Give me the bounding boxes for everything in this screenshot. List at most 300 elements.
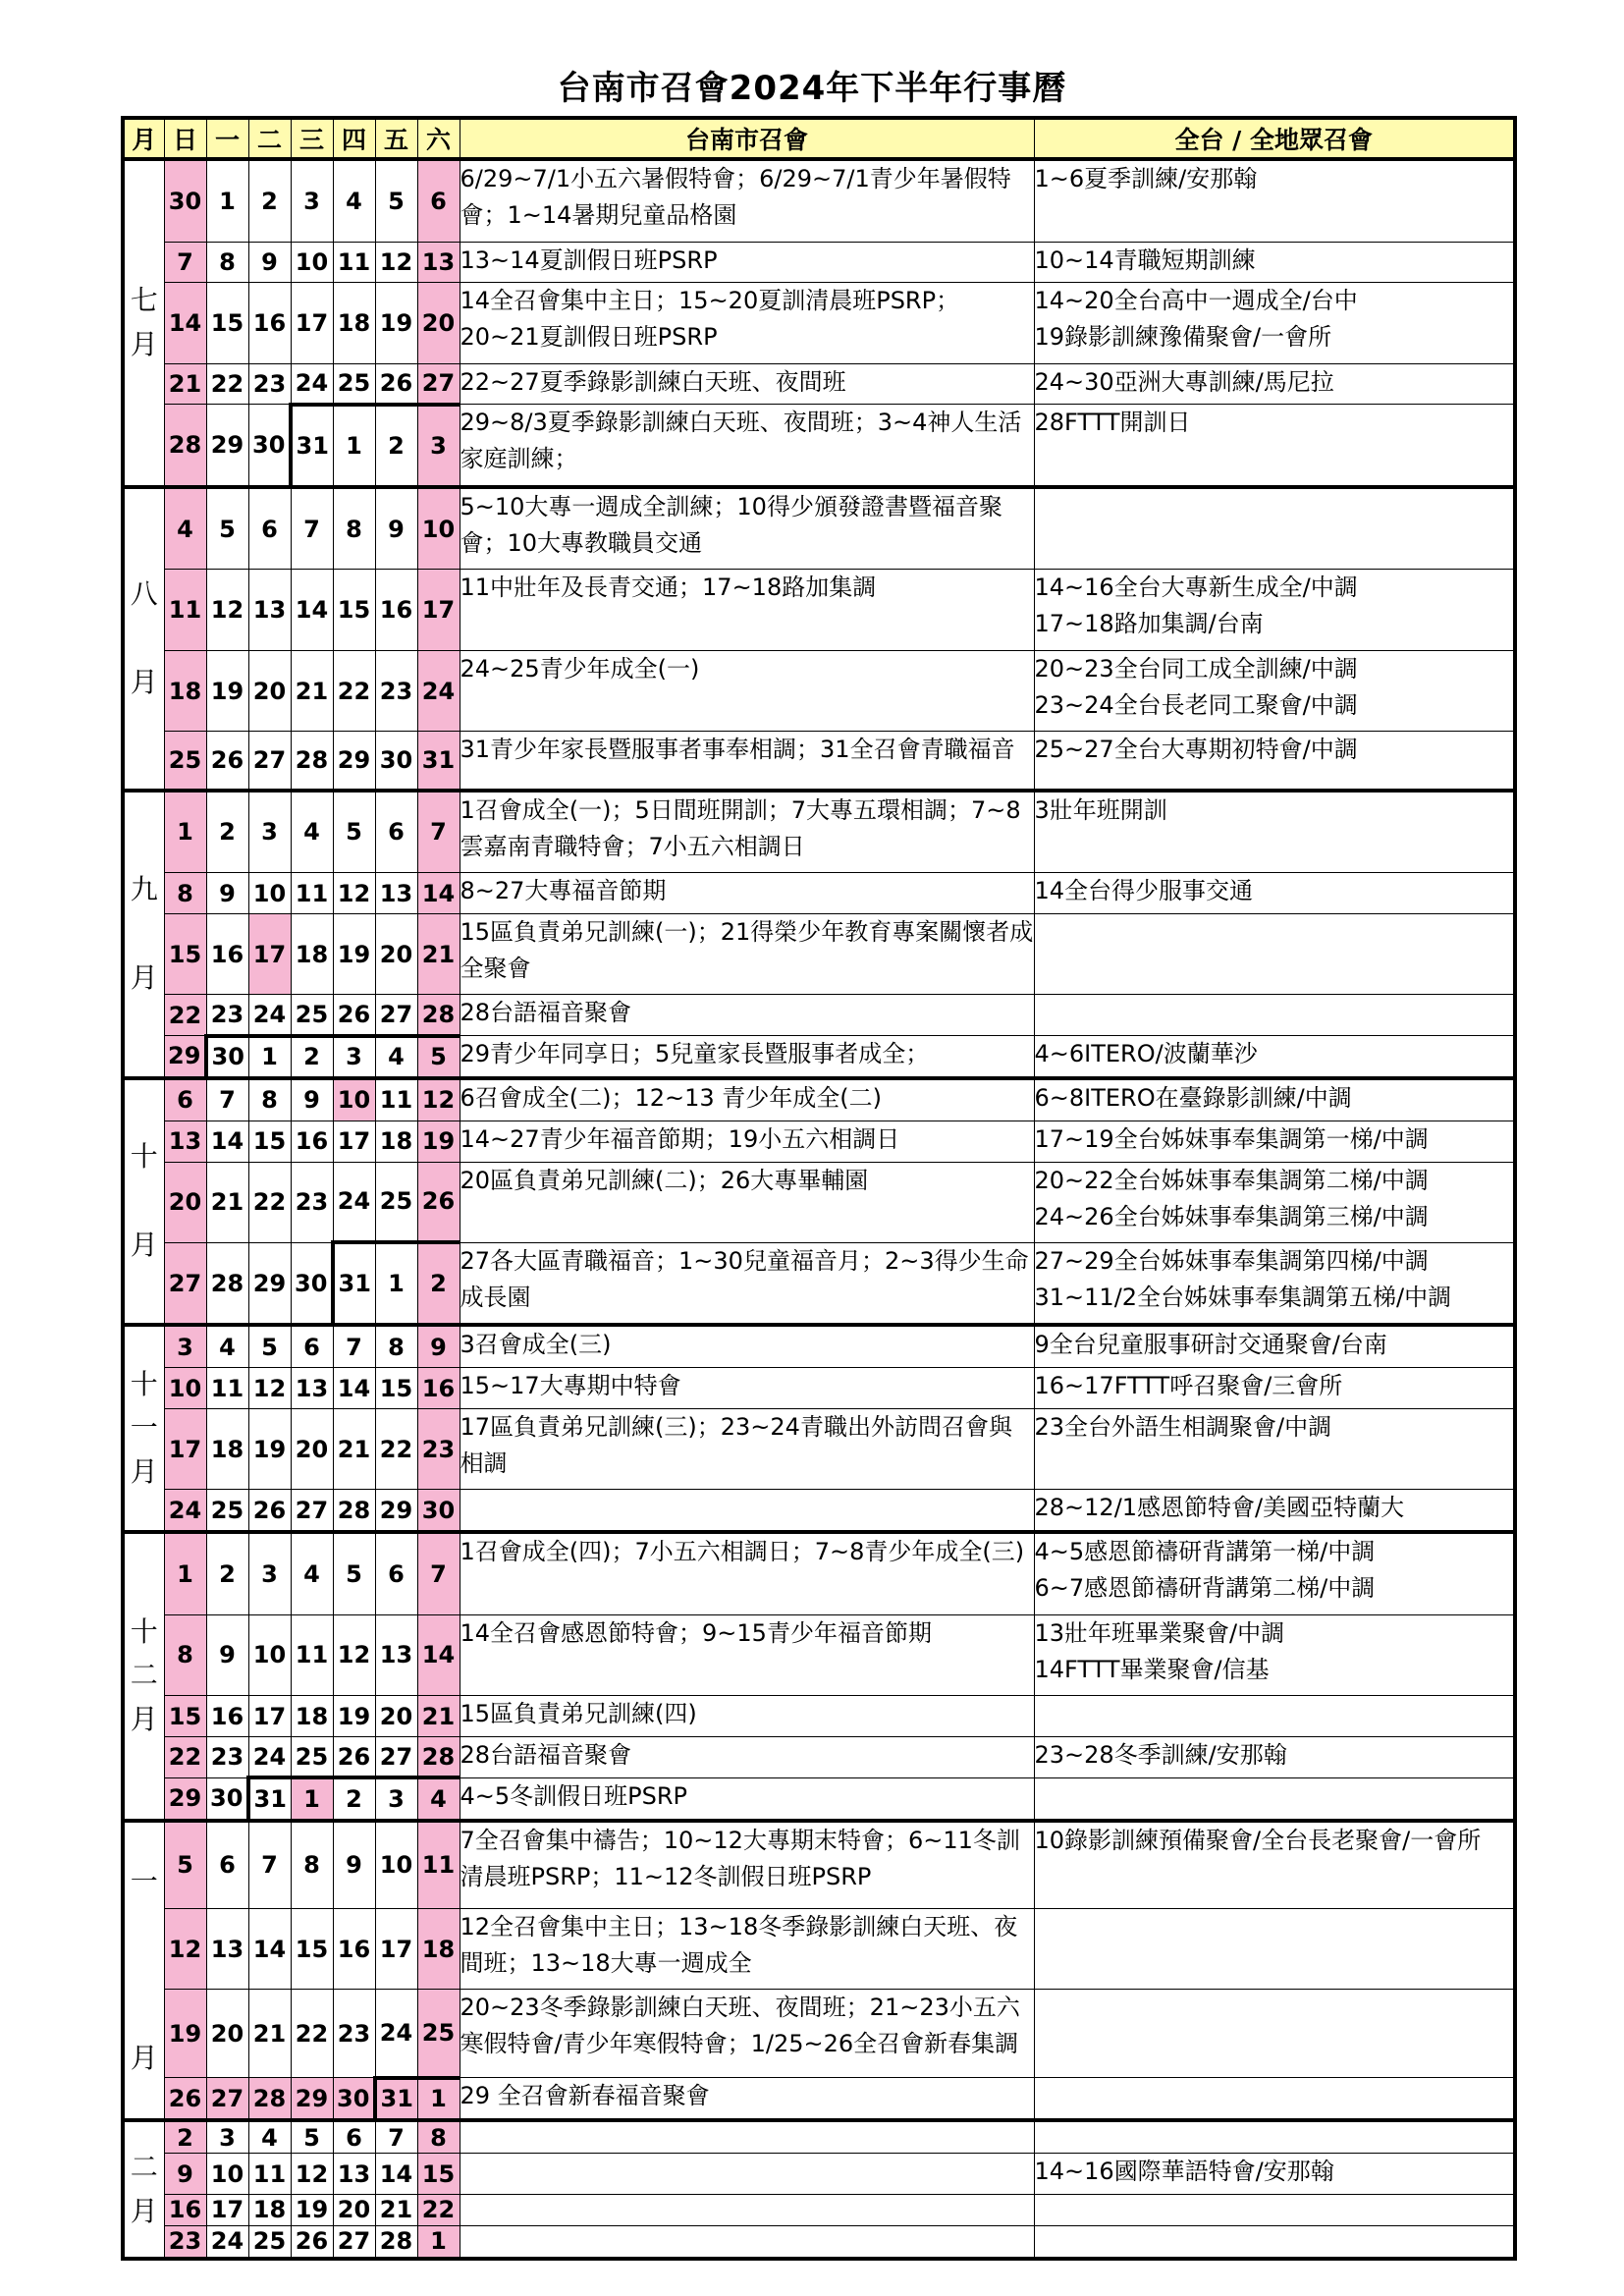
day-cell: 11 [417, 1821, 460, 1909]
day-cell: 30 [206, 1036, 248, 1078]
national-event-cell [1034, 1990, 1515, 2078]
day-cell: 30 [417, 1490, 460, 1532]
day-cell: 2 [164, 2120, 206, 2154]
week-row [123, 1036, 1515, 1078]
week-row [123, 1908, 1515, 1989]
day-cell: 4 [248, 2120, 291, 2154]
day-cell: 31 [333, 1242, 375, 1325]
day-cell: 6 [206, 1821, 248, 1909]
day-cell: 11 [248, 2154, 291, 2195]
week-row [123, 1078, 1515, 1121]
national-event-cell: 28~12/1感恩節特會/美國亞特蘭大 [1034, 1490, 1515, 1532]
day-cell: 5 [333, 791, 375, 873]
day-cell: 19 [248, 1409, 291, 1490]
national-event-cell [1034, 1777, 1515, 1820]
local-event-cell: 15區負責弟兄訓練(一)；21得榮少年教育專案關懷者成全聚會 [460, 913, 1034, 994]
local-event-cell: 28台語福音聚會 [460, 1736, 1034, 1777]
local-event-cell: 22~27夏季錄影訓練白天班、夜間班 [460, 363, 1034, 405]
local-event-cell [460, 1490, 1034, 1532]
day-cell: 18 [333, 283, 375, 363]
header-weekday: 四 [333, 118, 375, 159]
day-cell: 19 [375, 283, 417, 363]
day-cell: 1 [164, 1532, 206, 1614]
day-cell: 20 [248, 650, 291, 731]
day-cell: 16 [333, 1908, 375, 1989]
day-cell: 19 [417, 1121, 460, 1162]
day-cell: 29 [164, 1777, 206, 1820]
national-event-cell: 10~14青職短期訓練 [1034, 242, 1515, 283]
day-cell: 12 [333, 873, 375, 914]
header-month: 月 [123, 118, 164, 159]
day-cell: 18 [375, 1121, 417, 1162]
day-cell: 23 [248, 363, 291, 405]
day-cell: 10 [248, 1614, 291, 1695]
national-event-cell: 24~30亞洲大專訓練/馬尼拉 [1034, 363, 1515, 405]
local-event-cell: 20區負責弟兄訓練(二)；26大專畢輔園 [460, 1162, 1034, 1242]
day-cell: 2 [417, 1242, 460, 1325]
day-cell: 21 [248, 1990, 291, 2078]
local-event-cell [460, 2154, 1034, 2195]
day-cell: 5 [291, 2120, 333, 2154]
national-event-cell: 14~16全台大專新生成全/中調 17~18路加集調/台南 [1034, 570, 1515, 650]
day-cell: 3 [164, 1325, 206, 1367]
day-cell: 10 [333, 1078, 375, 1121]
day-cell: 2 [291, 1036, 333, 1078]
day-cell: 8 [248, 1078, 291, 1121]
local-event-cell: 5~10大專一週成全訓練；10得少頒發證書暨福音聚會；10大專教職員交通 [460, 487, 1034, 570]
day-cell: 6 [375, 791, 417, 873]
day-cell: 8 [417, 2120, 460, 2154]
national-event-cell: 20~22全台姊妹事奉集調第二梯/中調 24~26全台姊妹事奉集調第三梯/中調 [1034, 1162, 1515, 1242]
day-cell: 8 [164, 1614, 206, 1695]
day-cell: 27 [291, 1490, 333, 1532]
national-event-cell [1034, 2194, 1515, 2225]
national-event-cell: 14全台得少服事交通 [1034, 873, 1515, 914]
day-cell: 15 [248, 1121, 291, 1162]
day-cell: 14 [417, 1614, 460, 1695]
day-cell: 23 [164, 2225, 206, 2259]
local-event-cell: 29~8/3夏季錄影訓練白天班、夜間班；3~4神人生活家庭訓練； [460, 405, 1034, 487]
day-cell: 16 [206, 1696, 248, 1737]
day-cell: 21 [417, 913, 460, 994]
national-event-cell: 14~16國際華語特會/安那翰 [1034, 2154, 1515, 2195]
day-cell: 5 [164, 1821, 206, 1909]
week-row [123, 363, 1515, 405]
day-cell: 13 [206, 1908, 248, 1989]
local-event-cell: 14全召會集中主日；15~20夏訓清晨班PSRP；20~21夏訓假日班PSRP [460, 283, 1034, 363]
day-cell: 17 [333, 1121, 375, 1162]
day-cell: 26 [417, 1162, 460, 1242]
day-cell: 31 [375, 2078, 417, 2120]
day-cell: 7 [291, 487, 333, 570]
week-row [123, 2120, 1515, 2154]
day-cell: 6 [417, 159, 460, 242]
day-cell: 13 [164, 1121, 206, 1162]
week-row [123, 2078, 1515, 2120]
week-row [123, 1121, 1515, 1162]
day-cell: 22 [333, 650, 375, 731]
national-event-cell: 27~29全台姊妹事奉集調第四梯/中調 31~11/2全台姊妹事奉集調第五梯/中調 [1034, 1242, 1515, 1325]
day-cell: 13 [333, 2154, 375, 2195]
week-row [123, 283, 1515, 363]
day-cell: 17 [417, 570, 460, 650]
day-cell: 17 [375, 1908, 417, 1989]
day-cell: 9 [375, 487, 417, 570]
week-row [123, 732, 1515, 791]
day-cell: 20 [375, 1696, 417, 1737]
day-cell: 20 [375, 913, 417, 994]
day-cell: 15 [375, 1368, 417, 1409]
month-label: 二 月 [123, 2120, 164, 2259]
national-event-cell: 28FTTT開訓日 [1034, 405, 1515, 487]
day-cell: 9 [248, 242, 291, 283]
day-cell: 25 [164, 732, 206, 791]
day-cell: 9 [206, 873, 248, 914]
local-event-cell: 7全召會集中禱告；10~12大專期末特會；6~11冬訓清晨班PSRP；11~12冬訓假日班PSRP [460, 1821, 1034, 1909]
day-cell: 12 [375, 242, 417, 283]
day-cell: 30 [375, 732, 417, 791]
week-row [123, 1490, 1515, 1532]
national-event-cell: 23~28冬季訓練/安那翰 [1034, 1736, 1515, 1777]
week-row [123, 1325, 1515, 1367]
national-event-cell: 9全台兒童服事研討交通聚會/台南 [1034, 1325, 1515, 1367]
day-cell: 6 [248, 487, 291, 570]
national-event-cell: 3壯年班開訓 [1034, 791, 1515, 873]
day-cell: 27 [248, 732, 291, 791]
day-cell: 10 [248, 873, 291, 914]
day-cell: 15 [164, 913, 206, 994]
week-row [123, 2154, 1515, 2195]
day-cell: 30 [164, 159, 206, 242]
day-cell: 19 [206, 650, 248, 731]
day-cell: 31 [291, 405, 333, 487]
day-cell: 28 [333, 1490, 375, 1532]
day-cell: 1 [248, 1036, 291, 1078]
national-event-cell [1034, 2225, 1515, 2259]
day-cell: 1 [333, 405, 375, 487]
day-cell: 29 [291, 2078, 333, 2120]
local-event-cell [460, 2225, 1034, 2259]
national-event-cell: 13壯年班畢業聚會/中調 14FTTT畢業聚會/信基 [1034, 1614, 1515, 1695]
day-cell: 23 [375, 650, 417, 731]
day-cell: 20 [164, 1162, 206, 1242]
day-cell: 18 [248, 2194, 291, 2225]
day-cell: 8 [164, 873, 206, 914]
day-cell: 24 [417, 650, 460, 731]
day-cell: 1 [206, 159, 248, 242]
national-event-cell [1034, 487, 1515, 570]
day-cell: 10 [375, 1821, 417, 1909]
day-cell: 11 [291, 873, 333, 914]
day-cell: 4 [417, 1777, 460, 1820]
local-event-cell: 28台語福音聚會 [460, 995, 1034, 1036]
day-cell: 6 [333, 2120, 375, 2154]
day-cell: 29 [164, 1036, 206, 1078]
day-cell: 26 [333, 995, 375, 1036]
day-cell: 2 [375, 405, 417, 487]
national-event-cell: 16~17FTTT呼召聚會/三會所 [1034, 1368, 1515, 1409]
day-cell: 12 [164, 1908, 206, 1989]
day-cell: 9 [333, 1821, 375, 1909]
national-event-cell: 6~8ITERO在臺錄影訓練/中調 [1034, 1078, 1515, 1121]
month-label: 一 月 [123, 1821, 164, 2121]
local-event-cell: 29青少年同享日；5兒童家長暨服事者成全； [460, 1036, 1034, 1078]
day-cell: 18 [291, 913, 333, 994]
national-event-cell: 20~23全台同工成全訓練/中調 23~24全台長老同工聚會/中調 [1034, 650, 1515, 731]
day-cell: 19 [333, 913, 375, 994]
day-cell: 21 [291, 650, 333, 731]
national-event-cell [1034, 913, 1515, 994]
week-row [123, 1614, 1515, 1695]
header-weekday: 一 [206, 118, 248, 159]
day-cell: 2 [248, 159, 291, 242]
day-cell: 15 [417, 2154, 460, 2195]
day-cell: 24 [248, 995, 291, 1036]
day-cell: 17 [291, 283, 333, 363]
day-cell: 15 [206, 283, 248, 363]
day-cell: 18 [206, 1409, 248, 1490]
day-cell: 1 [417, 2078, 460, 2120]
day-cell: 25 [333, 363, 375, 405]
national-event-cell [1034, 2120, 1515, 2154]
local-event-cell: 6召會成全(二)；12~13 青少年成全(二) [460, 1078, 1034, 1121]
local-event-cell: 20~23冬季錄影訓練白天班、夜間班；21~23小五六寒假特會/青少年寒假特會；1/25~26全召會新春集調 [460, 1990, 1034, 2078]
week-row [123, 2225, 1515, 2259]
day-cell: 7 [375, 2120, 417, 2154]
day-cell: 21 [206, 1162, 248, 1242]
day-cell: 3 [291, 159, 333, 242]
national-event-cell: 10錄影訓練預備聚會/全台長老聚會/一會所 [1034, 1821, 1515, 1909]
day-cell: 12 [248, 1368, 291, 1409]
day-cell: 28 [206, 1242, 248, 1325]
day-cell: 21 [375, 2194, 417, 2225]
day-cell: 14 [417, 873, 460, 914]
day-cell: 2 [206, 1532, 248, 1614]
day-cell: 24 [248, 1736, 291, 1777]
day-cell: 8 [333, 487, 375, 570]
day-cell: 7 [164, 242, 206, 283]
day-cell: 20 [417, 283, 460, 363]
day-cell: 25 [248, 2225, 291, 2259]
day-cell: 30 [248, 405, 291, 487]
header-weekday: 二 [248, 118, 291, 159]
month-label: 七 月 [123, 159, 164, 487]
day-cell: 16 [248, 283, 291, 363]
day-cell: 1 [291, 1777, 333, 1820]
day-cell: 27 [375, 995, 417, 1036]
day-cell: 18 [417, 1908, 460, 1989]
day-cell: 28 [417, 1736, 460, 1777]
day-cell: 7 [417, 1532, 460, 1614]
day-cell: 8 [375, 1325, 417, 1367]
header-weekday: 日 [164, 118, 206, 159]
day-cell: 26 [375, 363, 417, 405]
day-cell: 9 [206, 1614, 248, 1695]
day-cell: 7 [206, 1078, 248, 1121]
month-label: 十 月 [123, 1078, 164, 1326]
local-event-cell: 31青少年家長暨服事者事奉相調；31全召會青職福音 [460, 732, 1034, 791]
day-cell: 21 [333, 1409, 375, 1490]
day-cell: 8 [206, 242, 248, 283]
day-cell: 27 [206, 2078, 248, 2120]
day-cell: 4 [333, 159, 375, 242]
day-cell: 9 [164, 2154, 206, 2195]
day-cell: 16 [417, 1368, 460, 1409]
day-cell: 25 [417, 1990, 460, 2078]
day-cell: 17 [248, 1696, 291, 1737]
day-cell: 11 [375, 1078, 417, 1121]
day-cell: 10 [206, 2154, 248, 2195]
day-cell: 19 [164, 1990, 206, 2078]
day-cell: 3 [333, 1036, 375, 1078]
day-cell: 15 [164, 1696, 206, 1737]
local-event-cell: 15~17大專期中特會 [460, 1368, 1034, 1409]
local-event-cell: 12全召會集中主日；13~18冬季錄影訓練白天班、夜間班；13~18大專一週成全 [460, 1908, 1034, 1989]
day-cell: 21 [417, 1696, 460, 1737]
day-cell: 5 [248, 1325, 291, 1367]
day-cell: 14 [164, 283, 206, 363]
day-cell: 14 [248, 1908, 291, 1989]
day-cell: 19 [333, 1696, 375, 1737]
day-cell: 11 [333, 242, 375, 283]
day-cell: 12 [333, 1614, 375, 1695]
day-cell: 6 [164, 1078, 206, 1121]
day-cell: 15 [333, 570, 375, 650]
local-event-cell: 14全召會感恩節特會；9~15青少年福音節期 [460, 1614, 1034, 1695]
day-cell: 20 [291, 1409, 333, 1490]
week-row [123, 1990, 1515, 2078]
month-label: 十 二 月 [123, 1532, 164, 1820]
day-cell: 5 [333, 1532, 375, 1614]
week-row [123, 650, 1515, 731]
day-cell: 23 [206, 1736, 248, 1777]
local-event-cell: 4~5冬訓假日班PSRP [460, 1777, 1034, 1820]
local-event-cell: 1召會成全(四)；7小五六相調日；7~8青少年成全(三) [460, 1532, 1034, 1614]
day-cell: 23 [333, 1990, 375, 2078]
day-cell: 5 [417, 1036, 460, 1078]
week-row [123, 995, 1515, 1036]
day-cell: 29 [375, 1490, 417, 1532]
local-event-cell: 13~14夏訓假日班PSRP [460, 242, 1034, 283]
day-cell: 25 [375, 1162, 417, 1242]
day-cell: 24 [164, 1490, 206, 1532]
day-cell: 4 [375, 1036, 417, 1078]
day-cell: 29 [206, 405, 248, 487]
day-cell: 9 [291, 1078, 333, 1121]
day-cell: 16 [206, 913, 248, 994]
day-cell: 16 [375, 570, 417, 650]
day-cell: 21 [164, 363, 206, 405]
day-cell: 24 [375, 1990, 417, 2078]
day-cell: 22 [375, 1409, 417, 1490]
day-cell: 10 [164, 1368, 206, 1409]
day-cell: 18 [291, 1696, 333, 1737]
national-event-cell [1034, 1696, 1515, 1737]
day-cell: 27 [375, 1736, 417, 1777]
day-cell: 25 [291, 1736, 333, 1777]
day-cell: 17 [206, 2194, 248, 2225]
week-row [123, 1368, 1515, 1409]
local-event-cell [460, 2120, 1034, 2154]
local-event-cell: 29 全召會新春福音聚會 [460, 2078, 1034, 2120]
week-row [123, 1242, 1515, 1325]
day-cell: 11 [291, 1614, 333, 1695]
day-cell: 3 [248, 1532, 291, 1614]
national-event-cell: 4~6ITERO/波蘭華沙 [1034, 1036, 1515, 1078]
local-event-cell [460, 2194, 1034, 2225]
day-cell: 30 [206, 1777, 248, 1820]
week-row [123, 873, 1515, 914]
day-cell: 8 [291, 1821, 333, 1909]
local-event-cell: 27各大區青職福音；1~30兒童福音月；2~3得少生命成長園 [460, 1242, 1034, 1325]
day-cell: 3 [417, 405, 460, 487]
week-row [123, 570, 1515, 650]
day-cell: 16 [291, 1121, 333, 1162]
week-row [123, 1162, 1515, 1242]
day-cell: 7 [333, 1325, 375, 1367]
day-cell: 14 [333, 1368, 375, 1409]
day-cell: 28 [248, 2078, 291, 2120]
day-cell: 13 [375, 873, 417, 914]
day-cell: 26 [248, 1490, 291, 1532]
day-cell: 30 [333, 2078, 375, 2120]
day-cell: 11 [164, 570, 206, 650]
day-cell: 24 [206, 2225, 248, 2259]
day-cell: 14 [375, 2154, 417, 2195]
week-row [123, 2194, 1515, 2225]
day-cell: 1 [164, 791, 206, 873]
national-event-cell [1034, 995, 1515, 1036]
day-cell: 28 [164, 405, 206, 487]
day-cell: 29 [248, 1242, 291, 1325]
day-cell: 11 [206, 1368, 248, 1409]
day-cell: 28 [417, 995, 460, 1036]
national-event-cell [1034, 2078, 1515, 2120]
day-cell: 25 [291, 995, 333, 1036]
local-event-cell: 17區負責弟兄訓練(三)；23~24青職出外訪問召會與相調 [460, 1409, 1034, 1490]
week-row [123, 405, 1515, 487]
day-cell: 7 [248, 1821, 291, 1909]
day-cell: 5 [375, 159, 417, 242]
day-cell: 27 [417, 363, 460, 405]
day-cell: 12 [417, 1078, 460, 1121]
header-local-events: 台南市召會 [460, 118, 1034, 159]
day-cell: 1 [375, 1242, 417, 1325]
national-event-cell: 17~19全台姊妹事奉集調第一梯/中調 [1034, 1121, 1515, 1162]
week-row [123, 1821, 1515, 1909]
day-cell: 28 [375, 2225, 417, 2259]
day-cell: 16 [164, 2194, 206, 2225]
day-cell: 22 [291, 1990, 333, 2078]
day-cell: 22 [417, 2194, 460, 2225]
day-cell: 6 [375, 1532, 417, 1614]
local-event-cell: 1召會成全(一)；5日間班開訓；7大專五環相調；7~8雲嘉南青職特會；7小五六相調日 [460, 791, 1034, 873]
national-event-cell: 4~5感恩節禱研背講第一梯/中調 6~7感恩節禱研背講第二梯/中調 [1034, 1532, 1515, 1614]
calendar-table [121, 116, 1517, 2261]
day-cell: 17 [164, 1409, 206, 1490]
header-weekday: 三 [291, 118, 333, 159]
day-cell: 13 [417, 242, 460, 283]
week-row [123, 1532, 1515, 1614]
day-cell: 6 [291, 1325, 333, 1367]
day-cell: 3 [248, 791, 291, 873]
week-row [123, 1777, 1515, 1820]
day-cell: 27 [164, 1242, 206, 1325]
day-cell: 2 [206, 791, 248, 873]
day-cell: 23 [291, 1162, 333, 1242]
header-weekday: 五 [375, 118, 417, 159]
day-cell: 3 [375, 1777, 417, 1820]
